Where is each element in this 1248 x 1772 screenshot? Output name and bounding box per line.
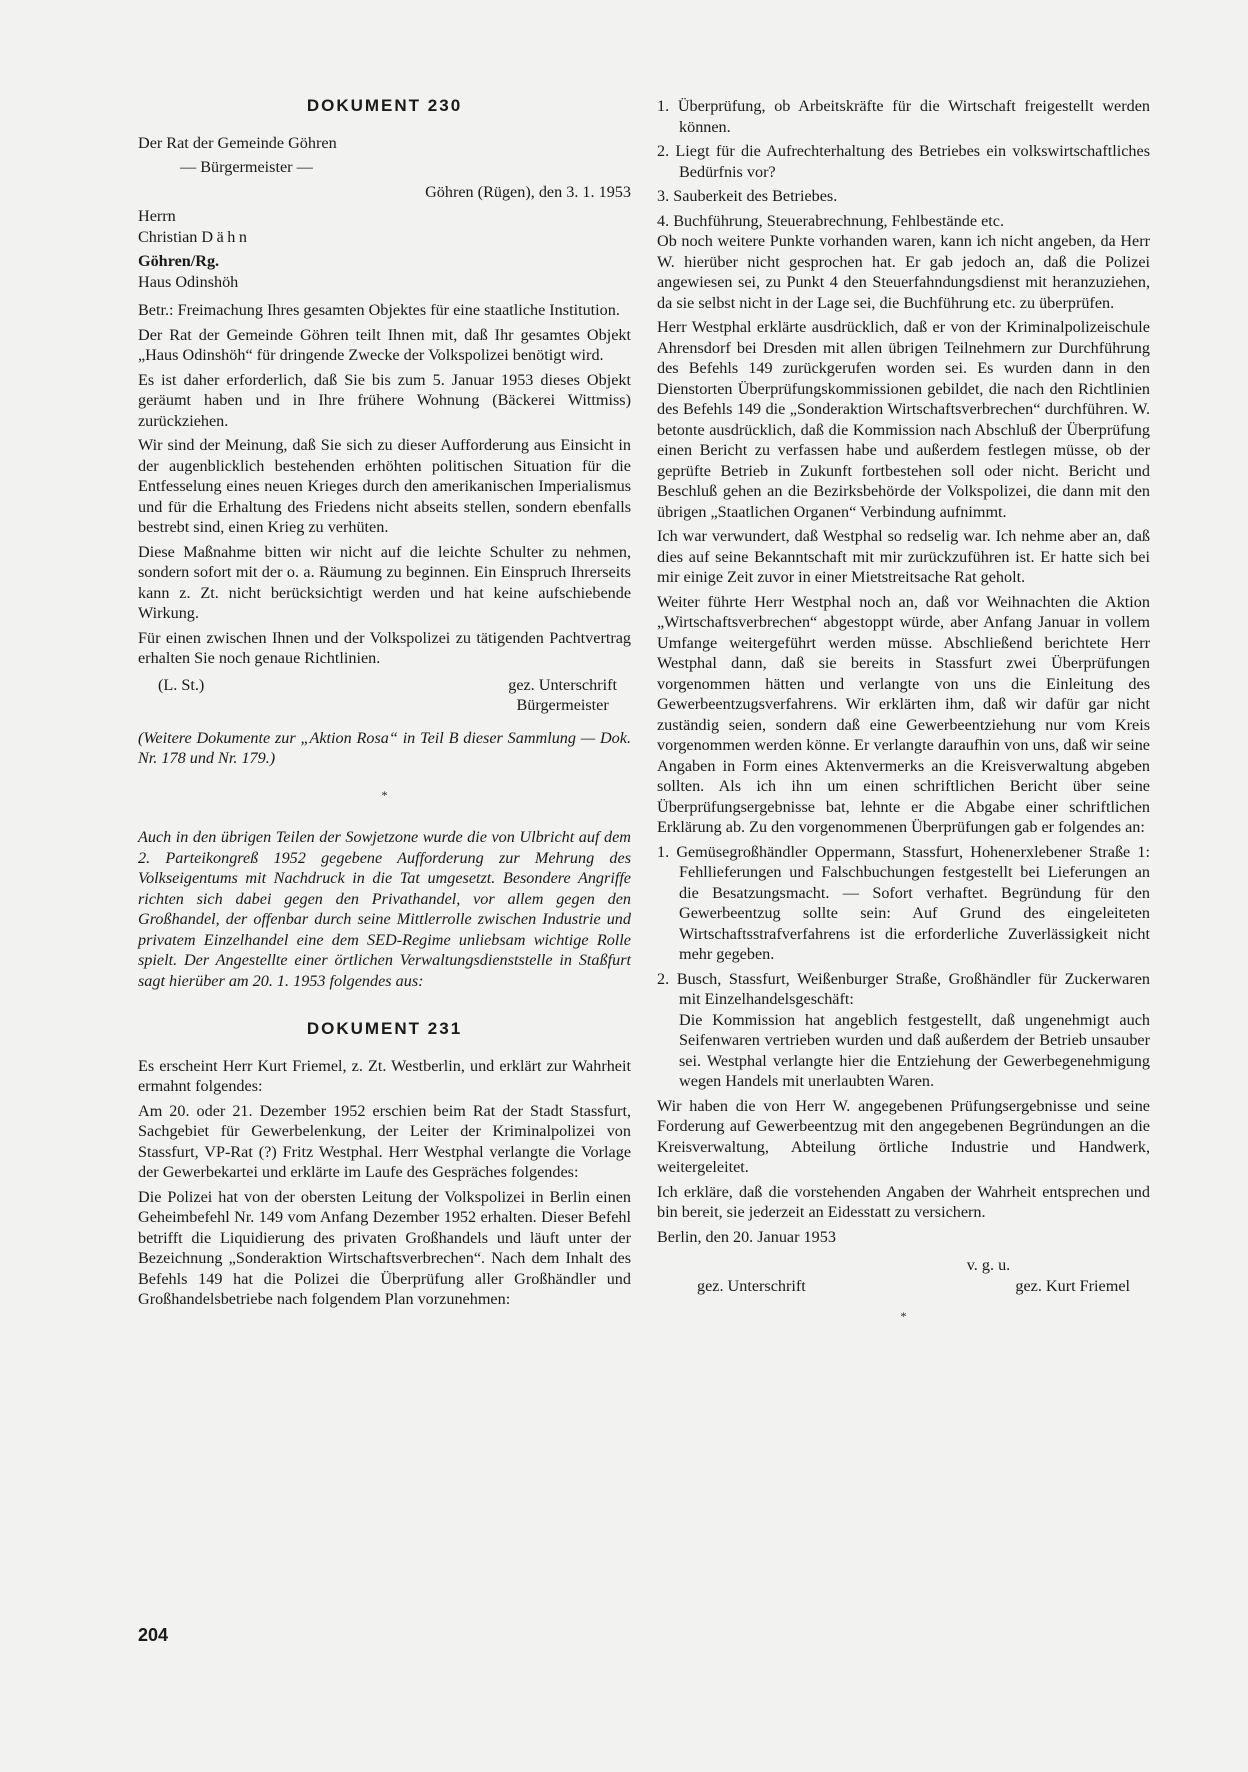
address-line: Herrn bbox=[138, 207, 176, 225]
paragraph: Es ist daher erforderlich, daß Sie bis zum 5. Januar 1953 dieses Objekt geräumt haben und in Ihre frühere Wohnung (Bäckerei Wittmiss) zurückziehen. bbox=[138, 370, 631, 430]
subject-line: Betr.: Freimachung Ihres gesamten Objektes für eine staatliche Institution. bbox=[138, 301, 620, 319]
list-item: 4. Buchführung, Steuerabrechnung, Fehlbestände etc. bbox=[657, 211, 1005, 230]
signature bbox=[508, 675, 631, 716]
case-item: 1. Gemüsegroßhändler Oppermann, Stassfurt, Hohenerxlebener Straße 1: Fehllieferungen und Falschbuchungen festgestellt bei Lieferungen an die Besatzungsmacht. — Sofort verhaftet. Begründung für den Gewerbeentzug sollte sein: Auf Grund des eingeleiteten Wirtschaftsstrafverfahrens ist die erforderliche Zuverlässigkeit nicht mehr gegeben. bbox=[657, 842, 1150, 963]
list-item: 1. Überprüfung, ob Arbeitskräfte für die Wirtschaft freigestellt werden können. bbox=[657, 97, 1150, 136]
signature-title: Bürgermeister bbox=[516, 696, 609, 714]
paragraph: Am 20. oder 21. Dezember 1952 erschien beim Rat der Stadt Stassfurt, Sachgebiet für Gewerbelenkung, der Leiter der Kriminalpolizei von Stassfurt, VP-Rat (?) Fritz Westphal. Herr Westphal verlangte die Vorlage der Gewerbekartei und erklärte im Laufe des Gespräches folgendes: bbox=[138, 1101, 631, 1181]
page-number: 204 bbox=[138, 1625, 169, 1645]
sender-line: Der Rat der Gemeinde Göhren bbox=[138, 133, 337, 152]
address-last-name: Dähn bbox=[201, 227, 251, 246]
paragraph: Es erscheint Herr Kurt Friemel, z. Zt. Westberlin, und erklärt zur Wahrheit ermahnt folgendes: bbox=[138, 1056, 631, 1095]
paragraph: Ob noch weitere Punkte vorhanden waren, kann ich nicht angeben, da Herr W. hierüber nicht gesprochen hat. Er gab jedoch an, daß die Polizei angewiesen sei, zu Punkt 4 den Steuerfahndungsdienst mit heranzuziehen, da sie selbst nicht in der Lage sei, die Buchführung etc. zu überprüfen. bbox=[657, 232, 1150, 312]
paragraph: Für einen zwischen Ihnen und der Volkspolizei zu tätigenden Pachtvertrag erhalten Sie noch genaue Richtlinien. bbox=[138, 628, 631, 667]
signature-left: gez. Unterschrift bbox=[697, 1276, 806, 1295]
paragraph: Die Polizei hat von der obersten Leitung der Volkspolizei in Berlin einen Geheimbefehl Nr. 149 vom Anfang Dezember 1952 erhalten. Dieser Befehl betrifft die Liquidierung des privaten Großhandels und läuft unter der Bezeichnung „Sonderaktion Wirtschaftsverbrechen“. Nach dem Inhalt des Befehls 149 hat die Polizei die Überprüfung aller Großhändler und Großhandelsbetriebe nach folgendem Plan vorzunehmen: bbox=[138, 1187, 631, 1308]
date-line: Göhren (Rügen), den 3. 1. 1953 bbox=[425, 182, 631, 201]
left-column bbox=[138, 96, 631, 1314]
vgu-mark: v. g. u. bbox=[966, 1256, 1011, 1274]
case-detail: Die Kommission hat angeblich festgestellt, daß ungenehmigt auch Seifenwaren vertrieben wurden und daß außerdem der Betrieb unsauber sei. Westphal verlangte hier die Entziehung der Gewerbegenehmigung wegen Handels mit unerlaubten Waren. bbox=[679, 1010, 1150, 1090]
paragraph: Herr Westphal erklärte ausdrücklich, daß er von der Kriminalpolizeischule Ahrensdorf bei Dresden mit allen übrigen Teilnehmern zur Durchführung des Befehls 149 zurückgerufen worden sei. Es wurden dann in den Dienstorten Überprüfungskommissionen gebildet, die nach den Richtlinien des Befehls 149 die „Sonderaktion Wirtschaftsverbrechen“ durchführen. W. betonte ausdrücklich, daß die Kommission nach Abschluß der Überprüfung einen Bericht zu verfassen habe und außerdem festlegen müsse, ob der geprüfte Betrieb in Zukunft fortbestehen soll oder nicht. Bericht und Beschluß gehen an die Bezirksbehörde der Volkspolizei, die dann mit den übrigen „Staatlichen Organen“ Verbindung aufnimmt. bbox=[657, 318, 1150, 521]
place-date: Berlin, den 20. Januar 1953 bbox=[657, 1227, 836, 1246]
seal-mark: (L. St.) bbox=[158, 675, 205, 694]
doc230-heading: DOKUMENT 230 bbox=[306, 96, 463, 115]
paragraph: Wir sind der Meinung, daß Sie sich zu dieser Aufforderung aus Einsicht in der augenblicklich bestehenden erhöhten politischen Situation für die Entfesselung eines neuen Krieges durch den amerikanischen Imperialismus und für die Erhaltung des Friedens nicht abseits stellen, sondern ebenfalls bestrebt sind, einen Krieg zu verhüten. bbox=[138, 436, 631, 536]
separator-star: * bbox=[900, 1309, 907, 1323]
paragraph: Ich war verwundert, daß Westphal so redselig war. Ich nehme aber an, daß dies auf seine Bekanntschaft mit mir zurückzuführen ist. Er hatte sich bei mir einige Zeit zuvor in einer Mietstreitsache Rat geholt. bbox=[657, 527, 1150, 586]
paragraph: Ich erkläre, daß die vorstehenden Angaben der Wahrheit entsprechen und bin bereit, sie jederzeit an Eidesstatt zu versichern. bbox=[657, 1182, 1150, 1221]
right-column bbox=[657, 96, 1150, 1327]
editor-note: (Weitere Dokumente zur „Aktion Rosa“ in Teil B dieser Sammlung — Dok. Nr. 178 und Nr. 179.) bbox=[138, 728, 631, 767]
intro-paragraph: Auch in den übrigen Teilen der Sowjetzone wurde die von Ulbricht auf dem 2. Parteikongreß 1952 gegebene Aufforderung zur Mehrung des Volkseigentums mit Nachdruck in die Tat umgesetzt. Besondere Angriffe richten sich dabei gegen den Privathandel, vor allem gegen den Großhandel, der offenbar durch seine Mittlerrolle zwischen Industrie und privatem Einzelhandel eine dem SED-Regime unliebsam wichtige Rolle spielt. Der Angestellte einer örtlichen Verwaltungsdienststelle in Staßfurt sagt hierüber am 20. 1. 1953 folgendes aus: bbox=[138, 828, 631, 990]
sender-title: — Bürgermeister — bbox=[180, 158, 313, 176]
address-name bbox=[138, 227, 631, 248]
signature-block bbox=[138, 675, 631, 716]
signature-block bbox=[657, 1255, 1150, 1296]
address-city: Göhren/Rg. bbox=[138, 252, 220, 270]
paragraph: Weiter führte Herr Westphal noch an, daß vor Weihnachten die Aktion „Wirtschaftsverbrechen“ abgestoppt würde, aber Anfang Januar in vollem Umfange weitergeführt werden müsse. Abschließend berichtete Herr Westphal dann, daß sie bereits in Stassfurt zwei Überprüfungen vorgenommen hätten und verlangte von uns die Einleitung des Gewerbeentzugsverfahrens. Wir erklärten ihm, daß wir dafür gar nicht zuständig seien, sondern daß eine Gewerbeentziehung nur vom Kreis vorgenommen werden könne. Er verlangte daraufhin von uns, daß wir seine Angaben in Form eines Aktenvermerks an die Kreisverwaltung abgeben sollten. Als ich ihn um einen schriftlichen Bericht über seine Überprüfungsergebnisse bat, lehnte er die Abgabe einer schriftlichen Erklärung ab. Zu den vorgenommenen Überprüfungen gab er folgendes an: bbox=[657, 592, 1150, 836]
signature-line: gez. Unterschrift bbox=[508, 675, 617, 694]
paragraph: Der Rat der Gemeinde Göhren teilt Ihnen mit, daß Ihr gesamtes Objekt „Haus Odinshöh“ für dringende Zwecke der Volkspolizei benötigt wird. bbox=[138, 325, 631, 364]
signature-right: gez. Kurt Friemel bbox=[1015, 1276, 1130, 1295]
paragraph: Diese Maßnahme bitten wir nicht auf die leichte Schulter zu nehmen, sondern sofort mit der o. a. Räumung zu beginnen. Ein Einspruch Ihrerseits kann z. Zt. nicht berücksichtigt werden und hat keine aufschiebende Wirkung. bbox=[138, 542, 631, 622]
list-item: 3. Sauberkeit des Betriebes. bbox=[657, 187, 838, 205]
list-item: 2. Liegt für die Aufrechterhaltung des Betriebes ein volkswirtschaftliches Bedürfnis vor? bbox=[657, 142, 1150, 181]
address-house: Haus Odinshöh bbox=[138, 272, 239, 291]
paragraph: Wir haben die von Herr W. angegebenen Prüfungsergebnisse und seine Forderung auf Gewerbeentzug mit den angegebenen Begründungen an die Kreisverwaltung, Abteilung örtliche Industrie und Handwerk, weitergeleitet. bbox=[657, 1096, 1150, 1176]
address-first-name: Christian bbox=[138, 227, 198, 246]
separator-star: * bbox=[381, 787, 388, 802]
case-item: 2. Busch, Stassfurt, Weißenburger Straße, Großhändler für Zuckerwaren mit Einzelhandelsgeschäft: bbox=[657, 969, 1150, 1008]
signature-row bbox=[657, 1276, 1150, 1297]
doc231-heading: DOKUMENT 231 bbox=[306, 1019, 463, 1038]
